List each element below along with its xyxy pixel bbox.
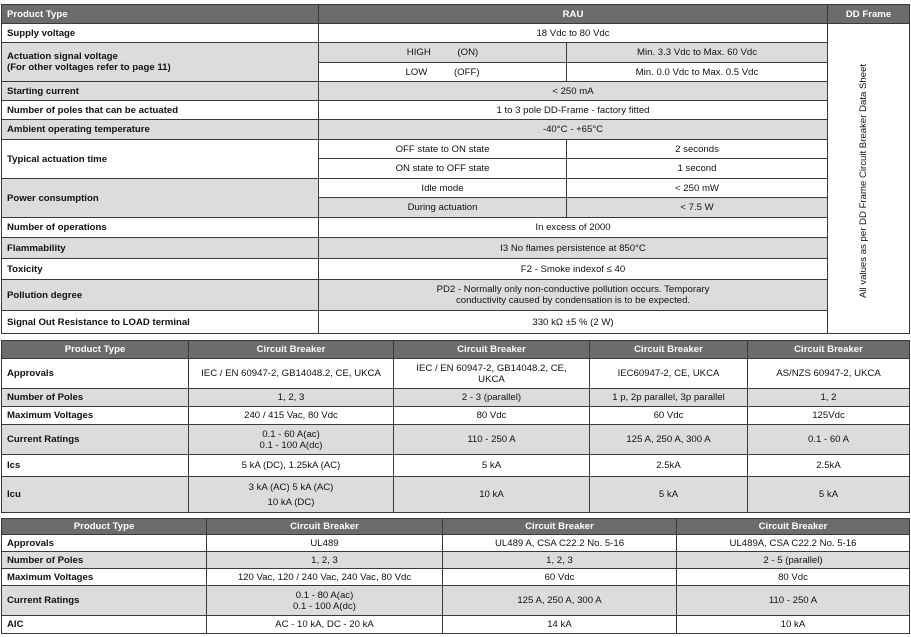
cb1-col1-header: Circuit Breaker bbox=[189, 341, 394, 359]
cb1-ratings-col1-line2: 0.1 - 100 A(dc) bbox=[259, 439, 323, 451]
actuation-time-label: Typical actuation time bbox=[2, 140, 319, 179]
cb2-poles-col1: 1, 2, 3 bbox=[207, 552, 443, 569]
toxicity-value: F2 - Smoke indexof ≤ 40 bbox=[319, 259, 828, 280]
dd-frame-side-note-text: All values as per DD Frame Circuit Breaker Data Sheet bbox=[858, 63, 869, 298]
cb1-ics-label: Ics bbox=[2, 455, 189, 477]
cb2-col2-header: Circuit Breaker bbox=[443, 519, 677, 535]
cb2-product-type-header: Product Type bbox=[2, 519, 207, 535]
cb2-aic-col2: 14 kA bbox=[443, 616, 677, 634]
cb2-voltages-col1: 120 Vac, 120 / 240 Vac, 240 Vac, 80 Vdc bbox=[207, 569, 443, 586]
cb1-ratings-col1 bbox=[189, 425, 394, 455]
cb1-poles-label: Number of Poles bbox=[2, 389, 189, 407]
cb2-approvals-label: Approvals bbox=[2, 535, 207, 552]
rau-spec-table bbox=[1, 4, 910, 334]
cb1-poles-col1: 1, 2, 3 bbox=[189, 389, 394, 407]
cb2-approvals-col1: UL489 bbox=[207, 535, 443, 552]
on-to-off-label: ON state to OFF state bbox=[319, 159, 567, 179]
signal-out-label: Signal Out Resistance to LOAD terminal bbox=[2, 311, 319, 334]
actuation-signal-label-line1: Actuation signal voltage bbox=[7, 51, 118, 62]
pollution-value-line1: PD2 - Normally only non-conductive pollution occurs. Temporary bbox=[436, 284, 710, 295]
cb1-voltages-col4: 125Vdc bbox=[748, 407, 910, 425]
actuation-low-label: LOW bbox=[405, 66, 428, 78]
operations-value: In excess of 2000 bbox=[319, 218, 828, 238]
cb1-approvals-col2-line2: UKCA bbox=[478, 373, 505, 385]
pollution-value bbox=[319, 280, 828, 311]
rau-model-header: RAU bbox=[319, 5, 828, 24]
actuation-signal-label bbox=[2, 43, 319, 82]
cb1-approvals-col2-line1: IEC / EN 60947-2, GB14048.2, CE, bbox=[416, 362, 567, 374]
cb2-ratings-col2: 125 A, 250 A, 300 A bbox=[443, 586, 677, 616]
cb2-ratings-label: Current Ratings bbox=[2, 586, 207, 616]
cb2-ratings-col1-line1: 0.1 - 80 A(ac) bbox=[295, 589, 354, 601]
starting-current-value: < 250 mA bbox=[319, 82, 828, 101]
cb1-icu-col4: 5 kA bbox=[748, 477, 910, 513]
cb2-approvals-col3: UL489A, CSA C22.2 No. 5-16 bbox=[677, 535, 910, 552]
ambient-temp-label: Ambient operating temperature bbox=[2, 120, 319, 140]
on-to-off-value: 1 second bbox=[567, 159, 828, 179]
cb2-aic-label: AIC bbox=[2, 616, 207, 634]
cb1-poles-col3: 1 p, 2p parallel, 3p parallel bbox=[590, 389, 748, 407]
cb1-ics-col2: 5 kA bbox=[394, 455, 590, 477]
cb1-icu-col1-line1: 3 kA (AC) 5 kA (AC) bbox=[248, 481, 334, 493]
product-type-header: Product Type bbox=[2, 5, 319, 24]
cb1-col3-header: Circuit Breaker bbox=[590, 341, 748, 359]
cb2-approvals-col2: UL489 A, CSA C22.2 No. 5-16 bbox=[443, 535, 677, 552]
cb1-icu-col3: 5 kA bbox=[590, 477, 748, 513]
cb2-voltages-label: Maximum Voltages bbox=[2, 569, 207, 586]
cb1-voltages-col3: 60 Vdc bbox=[590, 407, 748, 425]
ambient-temp-value: -40°C - +65°C bbox=[319, 120, 828, 140]
actuation-low-value: Min. 0.0 Vdc to Max. 0.5 Vdc bbox=[567, 63, 828, 82]
idle-mode-value: < 250 mW bbox=[567, 179, 828, 198]
cb1-icu-col1 bbox=[189, 477, 394, 513]
cb1-ratings-label: Current Ratings bbox=[2, 425, 189, 455]
toxicity-label: Toxicity bbox=[2, 259, 319, 280]
pollution-value-line2: conductivity caused by condensation is to be expected. bbox=[455, 295, 691, 306]
off-to-on-label: OFF state to ON state bbox=[319, 140, 567, 159]
cb1-ratings-col3: 125 A, 250 A, 300 A bbox=[590, 425, 748, 455]
actuation-high-cell bbox=[319, 43, 567, 63]
pollution-label: Pollution degree bbox=[2, 280, 319, 311]
cb1-ratings-col4: 0.1 - 60 A bbox=[748, 425, 910, 455]
off-to-on-value: 2 seconds bbox=[567, 140, 828, 159]
actuation-low-cell bbox=[319, 63, 567, 82]
cb1-col2-header: Circuit Breaker bbox=[394, 341, 590, 359]
actuation-low-state: (OFF) bbox=[453, 66, 480, 78]
during-actuation-value: < 7.5 W bbox=[567, 198, 828, 218]
cb2-ratings-col3: 110 - 250 A bbox=[677, 586, 910, 616]
cb2-col1-header: Circuit Breaker bbox=[207, 519, 443, 535]
cb1-ics-col4: 2.5kA bbox=[748, 455, 910, 477]
cb1-voltages-col2: 80 Vdc bbox=[394, 407, 590, 425]
operations-label: Number of operations bbox=[2, 218, 319, 238]
cb2-poles-col3: 2 - 5 (parallel) bbox=[677, 552, 910, 569]
cb1-ics-col3: 2.5kA bbox=[590, 455, 748, 477]
cb1-approvals-col1: IEC / EN 60947-2, GB14048.2, CE, UKCA bbox=[189, 359, 394, 389]
cb2-ratings-col1-line2: 0.1 - 100 A(dc) bbox=[293, 600, 356, 612]
cb1-ratings-col1-line1: 0.1 - 60 A(ac) bbox=[262, 428, 320, 440]
during-actuation-label: During actuation bbox=[319, 198, 567, 218]
actuation-high-label: HIGH bbox=[406, 47, 431, 58]
idle-mode-label: Idle mode bbox=[319, 179, 567, 198]
flammability-label: Flammability bbox=[2, 238, 319, 259]
cb1-voltages-col1: 240 / 415 Vac, 80 Vdc bbox=[189, 407, 394, 425]
cb1-poles-col2: 2 - 3 (parallel) bbox=[394, 389, 590, 407]
cb1-approvals-label: Approvals bbox=[2, 359, 189, 389]
actuated-poles-label: Number of poles that can be actuated bbox=[2, 101, 319, 120]
cb2-aic-col3: 10 kA bbox=[677, 616, 910, 634]
starting-current-label: Starting current bbox=[2, 82, 319, 101]
cb-iec-table bbox=[1, 340, 910, 513]
cb1-product-type-header: Product Type bbox=[2, 341, 189, 359]
cb2-ratings-col1 bbox=[207, 586, 443, 616]
cb1-icu-label: Icu bbox=[2, 477, 189, 513]
cb2-aic-col1: AC - 10 kA, DC - 20 kA bbox=[207, 616, 443, 634]
cb-ul-table bbox=[1, 518, 910, 634]
cb2-poles-label: Number of Poles bbox=[2, 552, 207, 569]
cb2-poles-col2: 1, 2, 3 bbox=[443, 552, 677, 569]
cb2-voltages-col2: 60 Vdc bbox=[443, 569, 677, 586]
supply-voltage-label: Supply voltage bbox=[2, 24, 319, 43]
cb1-voltages-label: Maximum Voltages bbox=[2, 407, 189, 425]
cb1-ratings-col2: 110 - 250 A bbox=[394, 425, 590, 455]
actuation-high-state: (ON) bbox=[457, 47, 479, 58]
dd-frame-header: DD Frame bbox=[828, 5, 910, 24]
cb2-col3-header: Circuit Breaker bbox=[677, 519, 910, 535]
supply-voltage-value: 18 Vdc to 80 Vdc bbox=[319, 24, 828, 43]
cb2-voltages-col3: 80 Vdc bbox=[677, 569, 910, 586]
cb1-icu-col2: 10 kA bbox=[394, 477, 590, 513]
actuation-high-value: Min. 3.3 Vdc to Max. 60 Vdc bbox=[567, 43, 828, 63]
actuated-poles-value: 1 to 3 pole DD-Frame - factory fitted bbox=[319, 101, 828, 120]
cb1-col4-header: Circuit Breaker bbox=[748, 341, 910, 359]
cb1-approvals-col2 bbox=[394, 359, 590, 389]
actuation-signal-label-line2: (For other voltages refer to page 11) bbox=[7, 62, 171, 73]
signal-out-value: 330 kΩ ±5 % (2 W) bbox=[319, 311, 828, 334]
cb1-poles-col4: 1, 2 bbox=[748, 389, 910, 407]
flammability-value: I3 No flames persistence at 850°C bbox=[319, 238, 828, 259]
power-consumption-label: Power consumption bbox=[2, 179, 319, 218]
cb1-ics-col1: 5 kA (DC), 1.25kA (AC) bbox=[189, 455, 394, 477]
cb1-icu-col1-line2: 10 kA (DC) bbox=[267, 496, 315, 508]
cb1-approvals-col3: IEC60947-2, CE, UKCA bbox=[590, 359, 748, 389]
cb1-approvals-col4: AS/NZS 60947-2, UKCA bbox=[748, 359, 910, 389]
